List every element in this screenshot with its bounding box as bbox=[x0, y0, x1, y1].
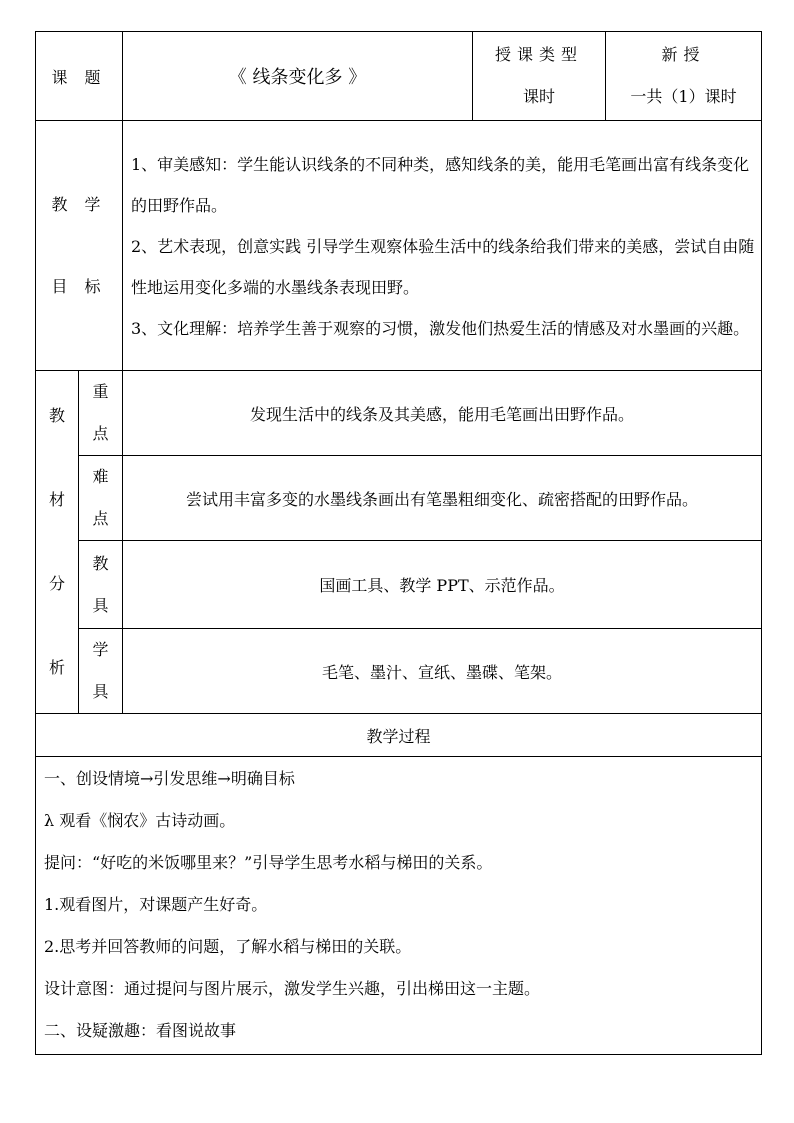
goal-item: 1、审美感知：学生能认识线条的不同种类，感知线条的美，能用毛笔画出富有线条变化的田野作品。 bbox=[131, 155, 750, 215]
analysis-row-key bbox=[36, 371, 762, 456]
process-line: 提问：“好吃的米饭哪里来？”引导学生思考水稻与梯田的关系。 bbox=[44, 853, 493, 872]
goals-label-top: 教 学 bbox=[51, 194, 107, 214]
goals-label bbox=[36, 121, 123, 371]
lesson-plan-table bbox=[35, 31, 761, 1055]
goal-item: 3、文化理解：培养学生善于观察的习惯，激发他们热爱生活的情感及对水墨画的兴趣。 bbox=[131, 319, 750, 338]
process-line: 2.思考并回答教师的问题，了解水稻与梯田的关联。 bbox=[44, 937, 412, 956]
process-line: 一、创设情境→引发思维→明确目标 bbox=[44, 769, 295, 788]
analysis-row-label: 重 点 bbox=[79, 371, 123, 456]
type-hours-values bbox=[606, 32, 762, 121]
topic-value: 《 线条变化多 》 bbox=[123, 32, 473, 121]
analysis-row-content: 国画工具、教学 PPT、示范作品。 bbox=[123, 541, 762, 629]
type-label: 授课类型 bbox=[494, 45, 583, 64]
process-line: 1.观看图片，对课题产生好奇。 bbox=[44, 895, 268, 914]
analysis-row-label: 学 具 bbox=[79, 629, 123, 714]
process-title: 教学过程 bbox=[36, 714, 762, 757]
header-row bbox=[36, 32, 762, 121]
analysis-row-content: 毛笔、墨汁、宣纸、墨碟、笔架。 bbox=[123, 629, 762, 714]
analysis-row-content: 发现生活中的线条及其美感，能用毛笔画出田野作品。 bbox=[123, 371, 762, 456]
analysis-row-label: 难 点 bbox=[79, 456, 123, 541]
analysis-label-char: 析 bbox=[48, 658, 65, 677]
process-content-row bbox=[36, 757, 762, 1055]
goals-label-bottom: 目 标 bbox=[51, 276, 107, 296]
hours-value: 一共（1）课时 bbox=[630, 87, 737, 106]
analysis-row-difficulty bbox=[36, 456, 762, 541]
analysis-label bbox=[36, 371, 79, 714]
analysis-row-learning-tools bbox=[36, 629, 762, 714]
hours-label: 课时 bbox=[522, 87, 555, 106]
type-hours-labels bbox=[473, 32, 606, 121]
process-line: 设计意图：通过提问与图片展示，激发学生兴趣，引出梯田这一主题。 bbox=[44, 979, 541, 998]
goals-content bbox=[123, 121, 762, 371]
process-content bbox=[36, 757, 762, 1055]
process-line: λ 观看《悯农》古诗动画。 bbox=[44, 811, 236, 830]
topic-label: 课 题 bbox=[36, 32, 123, 121]
analysis-label-char: 分 bbox=[48, 574, 65, 593]
process-line: 二、设疑激趣：看图说故事 bbox=[44, 1021, 237, 1040]
process-title-row bbox=[36, 714, 762, 757]
type-value: 新授 bbox=[661, 45, 706, 64]
analysis-label-char: 教 bbox=[48, 406, 65, 425]
goals-row bbox=[36, 121, 762, 371]
analysis-label-char: 材 bbox=[48, 490, 65, 509]
analysis-row-label: 教 具 bbox=[79, 541, 123, 629]
analysis-row-content: 尝试用丰富多变的水墨线条画出有笔墨粗细变化、疏密搭配的田野作品。 bbox=[123, 456, 762, 541]
goal-item: 2、艺术表现，创意实践 引导学生观察体验生活中的线条给我们带来的美感，尝试自由随性地运用变化多端的水墨线条表现田野。 bbox=[131, 237, 755, 297]
analysis-row-teaching-aids bbox=[36, 541, 762, 629]
